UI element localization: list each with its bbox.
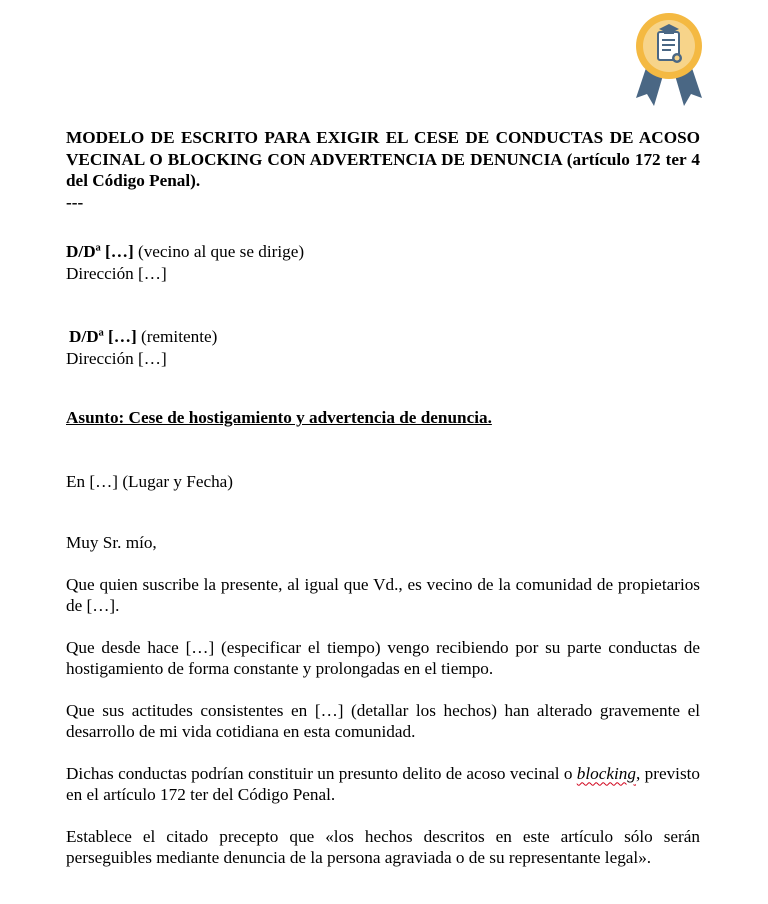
- paragraph-2: Que desde hace […] (especificar el tiempo) vengo recibiendo por su parte conductas de hostigamiento de forma constante y prolongadas en el tiempo.: [66, 637, 700, 678]
- recipient-block: [66, 241, 700, 284]
- salutation: Muy Sr. mío,: [66, 533, 157, 552]
- recipient-address: Dirección […]: [66, 263, 167, 283]
- title-separator: ---: [66, 192, 84, 212]
- paragraph-5: Establece el citado precepto que «los hechos descritos en este artículo sólo serán perseguibles mediante denuncia de la persona agraviada o de su representante legal».: [66, 826, 700, 867]
- subject-line: Asunto: Cese de hostigamiento y advertencia de denuncia.: [66, 408, 492, 427]
- paragraph-1: Que quien suscribe la presente, al igual que Vd., es vecino de la comunidad de propietarios de […].: [66, 574, 700, 615]
- sender-block: [66, 326, 700, 369]
- sender-address: Dirección […]: [66, 348, 167, 368]
- paragraph-4: [66, 763, 700, 806]
- paragraph-4-before: Dichas conductas podrían constituir un presunto delito de acoso vecinal o: [66, 763, 577, 783]
- sender-name-line: [69, 326, 700, 348]
- sender-name-note: (remitente): [136, 327, 218, 346]
- letter-body: [66, 127, 700, 889]
- blocking-term: blocking: [576, 763, 636, 783]
- paragraph-3: Que sus actitudes consistentes en […] (detallar los hechos) han alterado gravemente el desarrollo de mi vida cotidiana en esta comunidad.: [66, 700, 700, 741]
- paragraph-4-after: , previsto en el artículo 172 ter del Código Penal.: [66, 763, 701, 804]
- place-date: En […] (Lugar y Fecha): [66, 471, 234, 491]
- certificate-ribbon-icon: [630, 10, 708, 108]
- sender-name-label: D/Dª […]: [69, 327, 137, 346]
- recipient-name-note: (vecino al que se dirige): [133, 242, 305, 261]
- document-title: MODELO DE ESCRITO PARA EXIGIR EL CESE DE CONDUCTAS DE ACOSO VECINAL O BLOCKING CON ADVERTENCIA DE DENUNCIA (artículo 172 ter 4 del Código Penal).: [66, 128, 700, 190]
- recipient-name-label: D/Dª […]: [66, 242, 134, 261]
- recipient-name-line: [66, 241, 700, 263]
